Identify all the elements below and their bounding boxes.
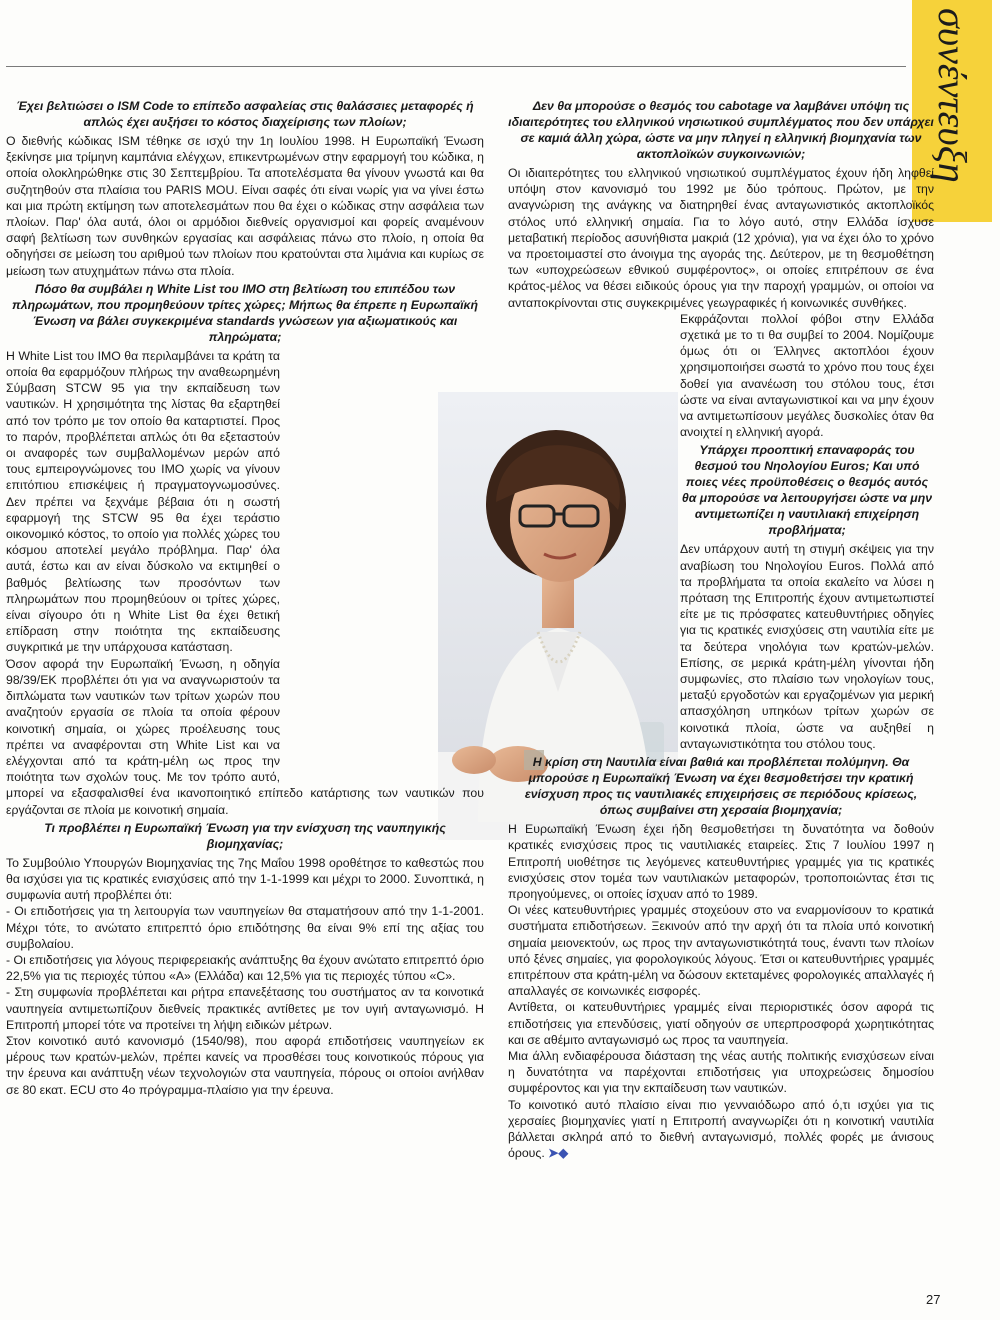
- interview-answer-paragraph: Όσον αφορά την Ευρωπαϊκή Ένωση, η οδηγία 98/39/ΕΚ προβλέπει ότι για να αναγνωριστούν τα διπλώματα των ναυτικών των τρίτων χωρών που αναζητούν εργασία σε πλοία τα οποία φέρουν κοινοτική σημαία, οι χώρες προέλευσης τους πρέπει να αναφέρονται στη White List και να ελέγχονται από τα κράτη-μέλη ως προς την ποιότητα των σχολών τους. Με τον τρόπο αυτό, μπορεί να εξασφαλισθεί ένα ικανοποιητικό επίπεδο κατάρτισης των ναυτικών που εργάζονται σε πλοία με κοινοτική σημαία.: [6, 656, 484, 817]
- interview-answer-paragraph: Δεν υπάρχουν αυτή τη στιγμή σκέψεις για την αναβίωση του Νηολογίου Euros. Πολλά από τα προβλήματα τα οποία εκαλείτο να λύσει η πρόταση της Επιτροπής έχουν αντιμετωπιστεί είτε με τις πρόσφατες κατευθυντήριες οδηγίες για τις κρατικές ενισχύσεις στη ναυτιλία είτε με τα δεύτερα νηολόγια των κρατών-μελών. Επίσης, σε μερικά κράτη-μέλη γίνονται ήδη συμφωνίες, στο πλαίσιο των νηολογίων τους, μεταξύ εργοδοτών και εργαζομένων για μερική απασχόληση υπηκόων τρίτων χωρών σε κοινοτικά πλοία, ώστε να αυξηθεί η ανταγωνιστικότητα του στόλου τους.: [680, 542, 934, 751]
- interview-question: Δεν θα μπορούσε ο θεσμός του cabotage να λαμβάνει υπόψη τις ιδιαιτερότητες του ελληνικού νησιωτικού συμπλέγματος που δεν υπάρχει σε καμιά άλλη χώρα, ώστε να μην πληγεί η ελληνική βιομηχανία των ακτοπλοϊκών συγκοινωνιών;: [508, 99, 934, 161]
- header-rule: [6, 66, 906, 67]
- interview-question: Τι προβλέπει η Ευρωπαϊκή Ένωση για την ενίσχυση της ναυπηγικής βιομηχανίας;: [44, 820, 446, 851]
- interview-answer-paragraph: - Στη συμφωνία προβλέπεται και ρήτρα επανεξέτασης του συστήματος αν τα κοινοτικά ναυπηγεία αντιμετωπίζουν διεθνείς πρακτικές αντίθετες με τον υγιή ανταγωνισμό. Η Επιτροπή μπορεί τότε να προτείνει τη λήψη ειδικών μέτρων.: [6, 985, 484, 1032]
- section-tab-label: συνέντευξη: [930, 8, 975, 183]
- interview-question: Υπάρχει προοπτική επαναφοράς του θεσμού του Νηολογίου Euros; Και υπό ποιες νέες προϋποθέσεις ο θεσμός αυτός θα μπορούσε να λειτουργήσει ώστε να μην αντιμετωπίζει η ναυτιλιακή επιχείρηση προβλήματα;: [681, 443, 933, 538]
- interview-answer-paragraph: Το κοινοτικό αυτό πλαίσιο είναι πιο γενναιόδωρο από ό,τι ισχύει για τις χερσαίες βιομηχανίες γιατί η Επιτροπή αναγνωρίζει ότι η κοινοτική ναυτιλία βάλλεται σκληρά από το διεθνή ανταγωνισμό, πολλές φορές με άνισους όρους. ➤◆: [508, 1097, 934, 1161]
- interview-answer-paragraph: Στον κοινοτικό αυτό κανονισμό (1540/98), που αφορά επιδοτήσεις ναυπηγείων εκ μέρους των κρατών-μελών, πρέπει κανείς να προσθέσει τους κοινοτικούς πόρους για την έρευνα και ανάπτυξη νέων τεχνολογιών στα ναυπηγεία, πόρους οι οποίοι ανήλθαν σε 80 εκατ. ECU στο 4ο πρόγραμμα-πλαίσιο για την έρευνα.: [6, 1033, 484, 1097]
- interview-question: Έχει βελτιώσει ο ISM Code το επίπεδο ασφαλείας στις θαλάσσιες μεταφορές ή απλώς έχει αυξήσει το κόστος διαχείρισης των πλοίων;: [16, 99, 474, 129]
- interview-answer-paragraph: - Οι επιδοτήσεις για λόγους περιφερειακής ανάπτυξης θα έχουν ανώτατο επιτρεπτό όριο 22,5% για τις περιοχές τύπου «Α» (Ελλάδα) και 12,5% για τις περιοχές τύπου «C».: [6, 952, 485, 984]
- left-column: [6, 96, 484, 1098]
- interview-answer-paragraph: Η White List του IMO θα περιλαμβάνει τα κράτη τα οποία θα εφαρμόζουν πλήρως την αναθεωρημένη Σύμβαση STCW 95 για την εκπαίδευση των ναυτικών. Η χρησιμότητα της λίστας θα εξαρτηθεί από τον τρόπο με τον οποίο θα καταρτιστεί. Προς το παρόν, προβλέπεται απλώς ότι θα εξεταστούν οι αναφορές των συμβαλλομένων μερών από τους εμπειρογνώμονες του IMO χωρίς να γίνουν επιτόπιου επισκέψεις ή πραγματογνωμοσύνες. Δεν πρέπει να ξεχνάμε βέβαια ότι η σωστή εφαρμογή της STCW 95 θα έχει τεράστιο οικονομικό κόστος, το οποίο για πολλές χώρες του κόσμου αποτελεί μεγάλο πρόβλημα. Παρ' όλα αυτά, έστω και αν είναι δύσκολο να εκτιμηθεί ο βαθμός βελτίωσης των προσόντων των πληρωμάτων που προμηθεύουν οι τρίτες χώρες, είναι σίγουρο ότι η White List θα έχει θετική επίδραση στην ποιότητα της εκπαίδευσης συγκριτικά με την υπάρχουσα κατάσταση.: [6, 348, 280, 655]
- interview-answer-paragraph: Αντίθετα, οι κατευθυντήριες γραμμές είναι περιοριστικές όσον αφορά τις επιδοτήσεις για επενδύσεις, γιατί οδηγούν σε υπερπροσφορά χωρητικότητας και σε αθέμιτο ανταγωνισμό ως προς τα ναυπηγεία.: [508, 1000, 934, 1047]
- interview-answer-paragraph: - Οι επιδοτήσεις για τη λειτουργία των ναυπηγείων θα σταματήσουν από την 1-1-2001. Μέχρι τότε, το ανώτατο επιτρεπτό όριο επιδότησης θα είναι 9% επί της αξίας του συμβολαίου.: [6, 904, 484, 951]
- right-column: [508, 96, 934, 1161]
- interview-question: Πόσο θα συμβάλει η White List του IMO στη βελτίωση του επιπέδου των πληρωμάτων, που προμηθεύουν τρίτες χώρες; Μήπως θα έπρεπε η Ευρωπαϊκή Ένωση να βάλει συγκεκριμένα standards γνώσεων για αξιωματικούς και πληρώματα;: [12, 281, 478, 344]
- interview-answer-paragraph: Μια άλλη ενδιαφέρουσα διάσταση της νέας αυτής πολιτικής ενισχύσεων είναι η δυνατότητα να παρέχονται επιδοτήσεις για υποχρεώσεις δημοσίου συμφέροντος και για την εκπαίδευση των ναυτικών.: [508, 1048, 934, 1096]
- photo-wrap-space: [280, 350, 484, 778]
- interview-answer-paragraph: Εκφράζονται πολλοί φόβοι στην Ελλάδα σχετικά με το τι θα συμβεί το 2004. Νομίζουμε όμως ότι οι Έλληνες ακτοπλόοι έχουν χρησιμοποιήσει σωστά το χρόνο που τους έχει δοθεί για ανανέωση του στόλου τους, έτσι ώστε να είναι ανταγωνιστικοί και να μην έχουν να αντιμετωπίσουν μεγάλες δυσκολίες όταν θα ανοιχτεί η ελληνική αγορά.: [680, 311, 934, 440]
- interview-answer-paragraph: Η Ευρωπαϊκή Ένωση έχει ήδη θεσμοθετήσει τη δυνατότητα να δοθούν κρατικές ενισχύσεις προς τις ναυτιλιακές εταιρείες. Στις 7 Ιουλίου 1997 η Επιτροπή υιοθέτησε τις λεγόμενες κατευθυντήριες γραμμές για τις κρατικές ενισχύσεις στον τομέα των ναυτιλιακών μεταφορών, τροποποιώντας έτσι τις προηγούμενες, οι οποίες ίσχυαν από το 1989.: [508, 822, 934, 901]
- end-of-article-icon: ➤◆: [544, 1146, 568, 1161]
- interview-answer-paragraph: Οι νέες κατευθυντήριες γραμμές στοχεύουν στο να εναρμονίσουν το κρατικά συστήματα επιδοτήσεων. Ξεκινούν από την αρχή ότι τα πλοία υπό κοινοτική σημαία μειονεκτούν, ως προς την ανταγωνιστικότητά τους, έναντι των πλοίων υπό ξένες σημαίες, για φορολογικούς λόγους. Έτσι οι κατευθυντήριες γραμμές επιτρέπουν στα κράτη-μέλη να δώσουν εκτεταμένες φορολογικές απαλλαγές ή απαλλαγές σε κοινωνικές εισφορές.: [508, 903, 934, 999]
- interview-question: Η κρίση στη Ναυτιλία είναι βαθιά και προβλέπεται πολύμηνη. Θα μπορούσε η Ευρωπαϊκή Ένωση να έχει θεσμοθετήσει την κρατική ενίσχυση προς τις ναυτιλιακές επιχειρήσεις σε περιόδους κρίσεως, όπως συμβαίνει στη χερσαία βιομηχανία;: [524, 755, 918, 818]
- page-number: 27: [926, 1292, 941, 1307]
- interview-answer-paragraph: Ο διεθνής κώδικας ISM τέθηκε σε ισχύ την 1η Ιουλίου 1998. Η Ευρωπαϊκή Ένωση ξεκίνησε μια τρίμηνη καμπάνια ελέγχων, επικεντρωμένων στην εφαρμογή του κώδικα, η οποία ολοκληρώθηκε στις 30 Σεπτεμβρίου. Τα αποτελέσματα θα γίνουν γνωστά και θα συζητηθούν στα πλαίσια του PARIS MOU. Είναι σαφές ότι είναι νωρίς για να γίνει έστω και μια πρώτη εκτίμηση των αποτελεσμάτων που θα έχει ο κώδικας στην ασφάλεια των πλοίων. Παρ' όλα αυτά, όλοι οι αρμόδιοι διεθνείς οργανισμοί και φορείς αναμένουν σαφή βελτίωση των συνθηκών εργασίας και ασφάλειας πάνω στο πλοίο, η οποία θα οδηγήσει σε μείωση του αριθμού των πλοίων που κρατούνται στα λιμάνια και κυρίως σε μείωση των ατυχημάτων πάνω στα πλοία.: [6, 134, 484, 278]
- interview-answer-paragraph: Οι ιδιαιτερότητες του ελληνικού νησιωτικού συμπλέγματος έχουν ήδη ληφθεί υπόψη στον κανονισμό του 1992 με δύο τρόπους. Πρώτον, με την αναγνώριση της ανάγκης να διατηρηθεί ένας ανταγωνιστικός ακτοπλοϊκός στόλος υπό ελληνική σημαία. Για το λόγο αυτό, στην Ελλάδα ίσχυσε μεταβατική περίοδος ασυνήθιστα μακριά (12 χρόνια), για να έχει όλο το χρόνο να προετοιμαστεί στο άνοιγμα της αγοράς της. Δεύτερον, με τη θεσμοθέτηση των «υποχρεώσεων εθνικού συμφέροντος», οι οποίες επιτρέπουν σε ένα κράτος-μέλος να θέσει ειδικούς όρους για την παροχή γραμμών, οι οποίοι να ανταποκρίνονται στις συγκεκριμένες γεωγραφικές ή κοινωνικές συνθήκες.: [508, 166, 934, 310]
- interview-answer-paragraph: Το Συμβούλιο Υπουργών Βιομηχανίας της 7ης Μαΐου 1998 οροθέτησε το καθεστώς που θα ισχύσει για τις κρατικές ενισχύσεις από την 1-1-1999 και μέχρι το 2000. Συνοπτικά, η συμφωνία αυτή προβλέπει ότι:: [6, 855, 484, 903]
